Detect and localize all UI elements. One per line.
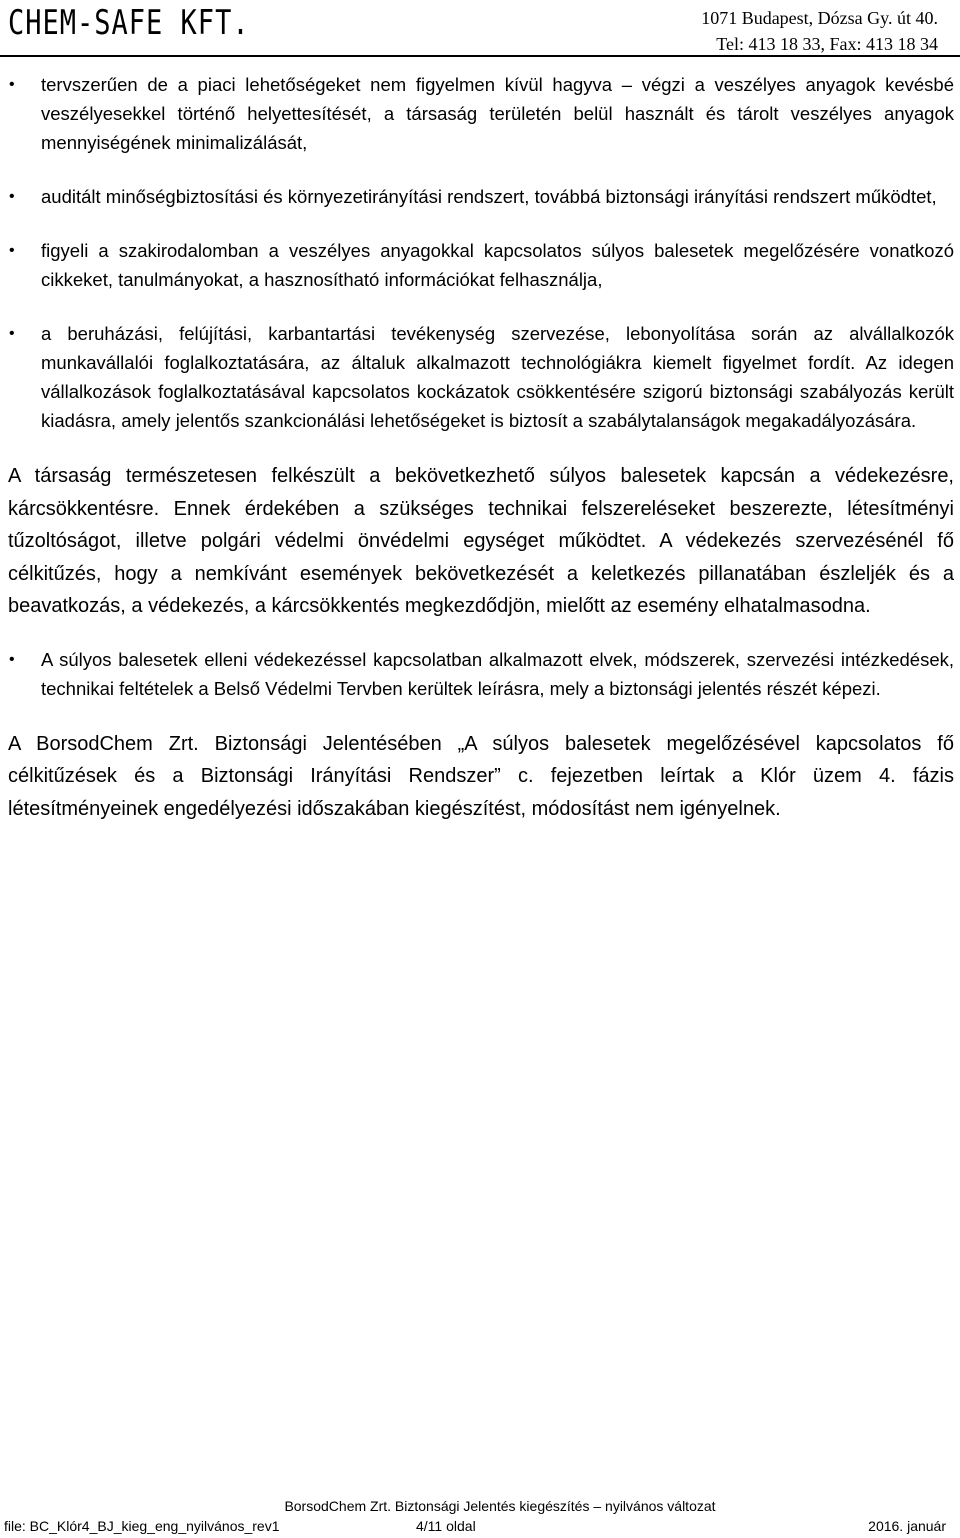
list-item-text: a beruházási, felújítási, karbantartási tevékenység szervezése, lebonyolítása során az alvállalkozók munkavállalói foglalkoztatására, az általuk alkalmazott technológiákra kiemelt figyelmet fordít. Az idegen vállalkozások foglalkoztatásával kapcsolatos kockázatok csökkentésére szigorú biztonsági szabályozás került kiadásra, amely jelentős szankcionálási lehetőségeket is biztosít a szabálytalanságok megakadályozására. [41,323,954,431]
footer-date: 2016. január [868,1518,946,1534]
list-item-text: tervszerűen de a piaci lehetőségeket nem figyelmen kívül hagyva – végzi a veszélyes anyagok kevésbé veszélyesekkel történő helyettesítését, a társaság területén belül használt és tárolt veszélyes anyagok mennyiségének minimalizálását, [41,74,954,153]
body-paragraph: A BorsodChem Zrt. Biztonsági Jelentésében „A súlyos balesetek megelőzésével kapcsolatos fő célkitűzések és a Biztonsági Irányítási Rendszer” c. fejezetben leírtak a Klór üzem 4. fázis létesítményeinek engedélyezési időszakában kiegészítést, módosítást nem igényelnek. [8,732,954,820]
list-item-text: A súlyos balesetek elleni védekezéssel kapcsolatban alkalmazott elvek, módszerek, szervezési intézkedések, technikai feltételek a Belső Védelmi Tervben kerültek leírásra, mely a biztonsági jelentés részét képezi. [41,648,954,699]
company-address: 1071 Budapest, Dózsa Gy. út 40. [701,8,938,28]
list-item [8,182,954,211]
list-item [8,70,954,157]
list-item-text: auditált minőségbiztosítási és környezetirányítási rendszert, továbbá biztonsági irányítási rendszert működtet, [41,186,937,207]
footer-file-name: file: BC_Klór4_BJ_kieg_eng_nyilvános_rev1 [4,1518,280,1534]
bullet-icon: • [9,76,15,93]
page-footer [0,1496,960,1536]
header-divider [0,55,960,57]
company-logo: CHEM-SAFE KFT. [8,4,250,43]
list-item-text: figyeli a szakirodalomban a veszélyes anyagokkal kapcsolatos súlyos balesetek megelőzésére vonatkozó cikkeket, tanulmányokat, a hasznosítható információkat felhasználja, [41,240,954,290]
company-phone: Tel: 413 18 33, Fax: 413 18 34 [716,34,938,54]
footer-title: BorsodChem Zrt. Biztonsági Jelentés kiegészítés – nyilvános változat [284,1498,716,1514]
footer-info-line [0,1516,960,1536]
list-item [8,645,954,703]
body-paragraph: A társaság természetesen felkészült a bekövetkezhető súlyos balesetek kapcsán a védekezésre, kárcsökkentésre. Ennek érdekében a szükséges technikai felszereléseket beszerezte, létesítményi tűzoltóságot, illetve polgári védelmi önvédelmi egységet működtet. A védekezés szervezésénél fő célkitűzés, hogy a nemkívánt események bekövetkezését a keletkezés pillanatában észleljék és a beavatkozás, a védekezés, a kárcsökkentés megkezdődjön, mielőtt az esemény elhatalmasodna. [8,465,954,617]
page-header [0,0,960,58]
bullet-icon: • [9,242,15,259]
bullet-icon: • [9,325,15,342]
bullet-icon: • [9,188,15,205]
footer-page-number: 4/11 oldal [416,1518,476,1534]
list-item [8,319,954,435]
bullet-list-mid [8,645,954,703]
document-body [8,70,954,825]
company-address-block [701,5,938,57]
bullet-list-top [8,70,954,435]
list-item [8,236,954,294]
bullet-icon: • [9,650,15,668]
